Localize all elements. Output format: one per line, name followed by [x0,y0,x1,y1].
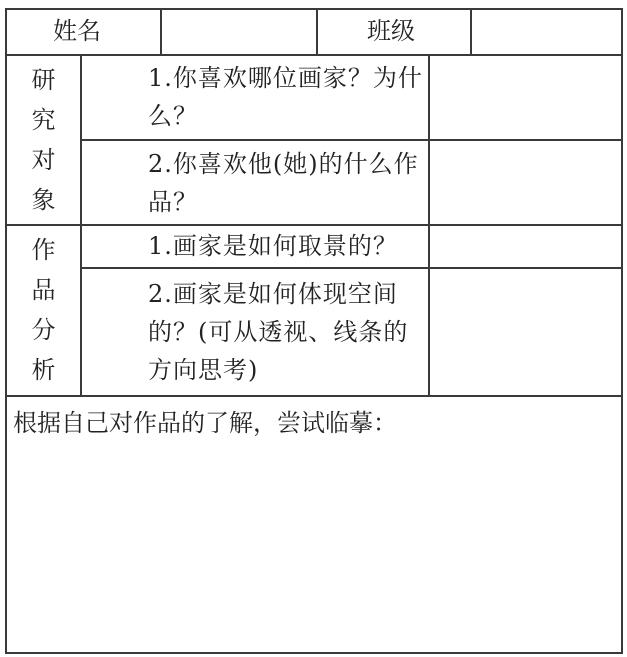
name-field[interactable] [162,10,316,54]
worksheet-table [5,8,623,654]
name-label: 姓名 [53,17,101,45]
class-label: 班级 [367,17,415,45]
rule-label-column [80,54,82,395]
rule-analysis-end [5,395,623,397]
class-field[interactable] [472,10,621,54]
analysis-question-2: 2.画家是如何体现空间的？(可从透视、线条的方向思考) [148,280,409,384]
research-question-1: 1.你喜欢哪位画家？为什么？ [148,64,423,130]
sketch-area[interactable] [7,444,621,652]
border-bottom [5,652,623,654]
research-answer-1[interactable] [430,56,621,139]
copy-prompt: 根据自己对作品的了解，尝试临摹： [13,409,397,437]
rule-header-v2 [316,8,318,54]
research-section-label: 研 究 对 象 [31,66,56,214]
research-question-2: 2.你喜欢他(她)的什么作品？ [148,150,419,216]
analysis-answer-2[interactable] [430,269,621,395]
analysis-section-label: 作 品 分 析 [31,236,56,384]
research-answer-2[interactable] [430,141,621,224]
analysis-question-1: 1.画家是如何取景的？ [148,232,398,260]
analysis-answer-1[interactable] [430,226,621,267]
border-right [621,8,623,654]
